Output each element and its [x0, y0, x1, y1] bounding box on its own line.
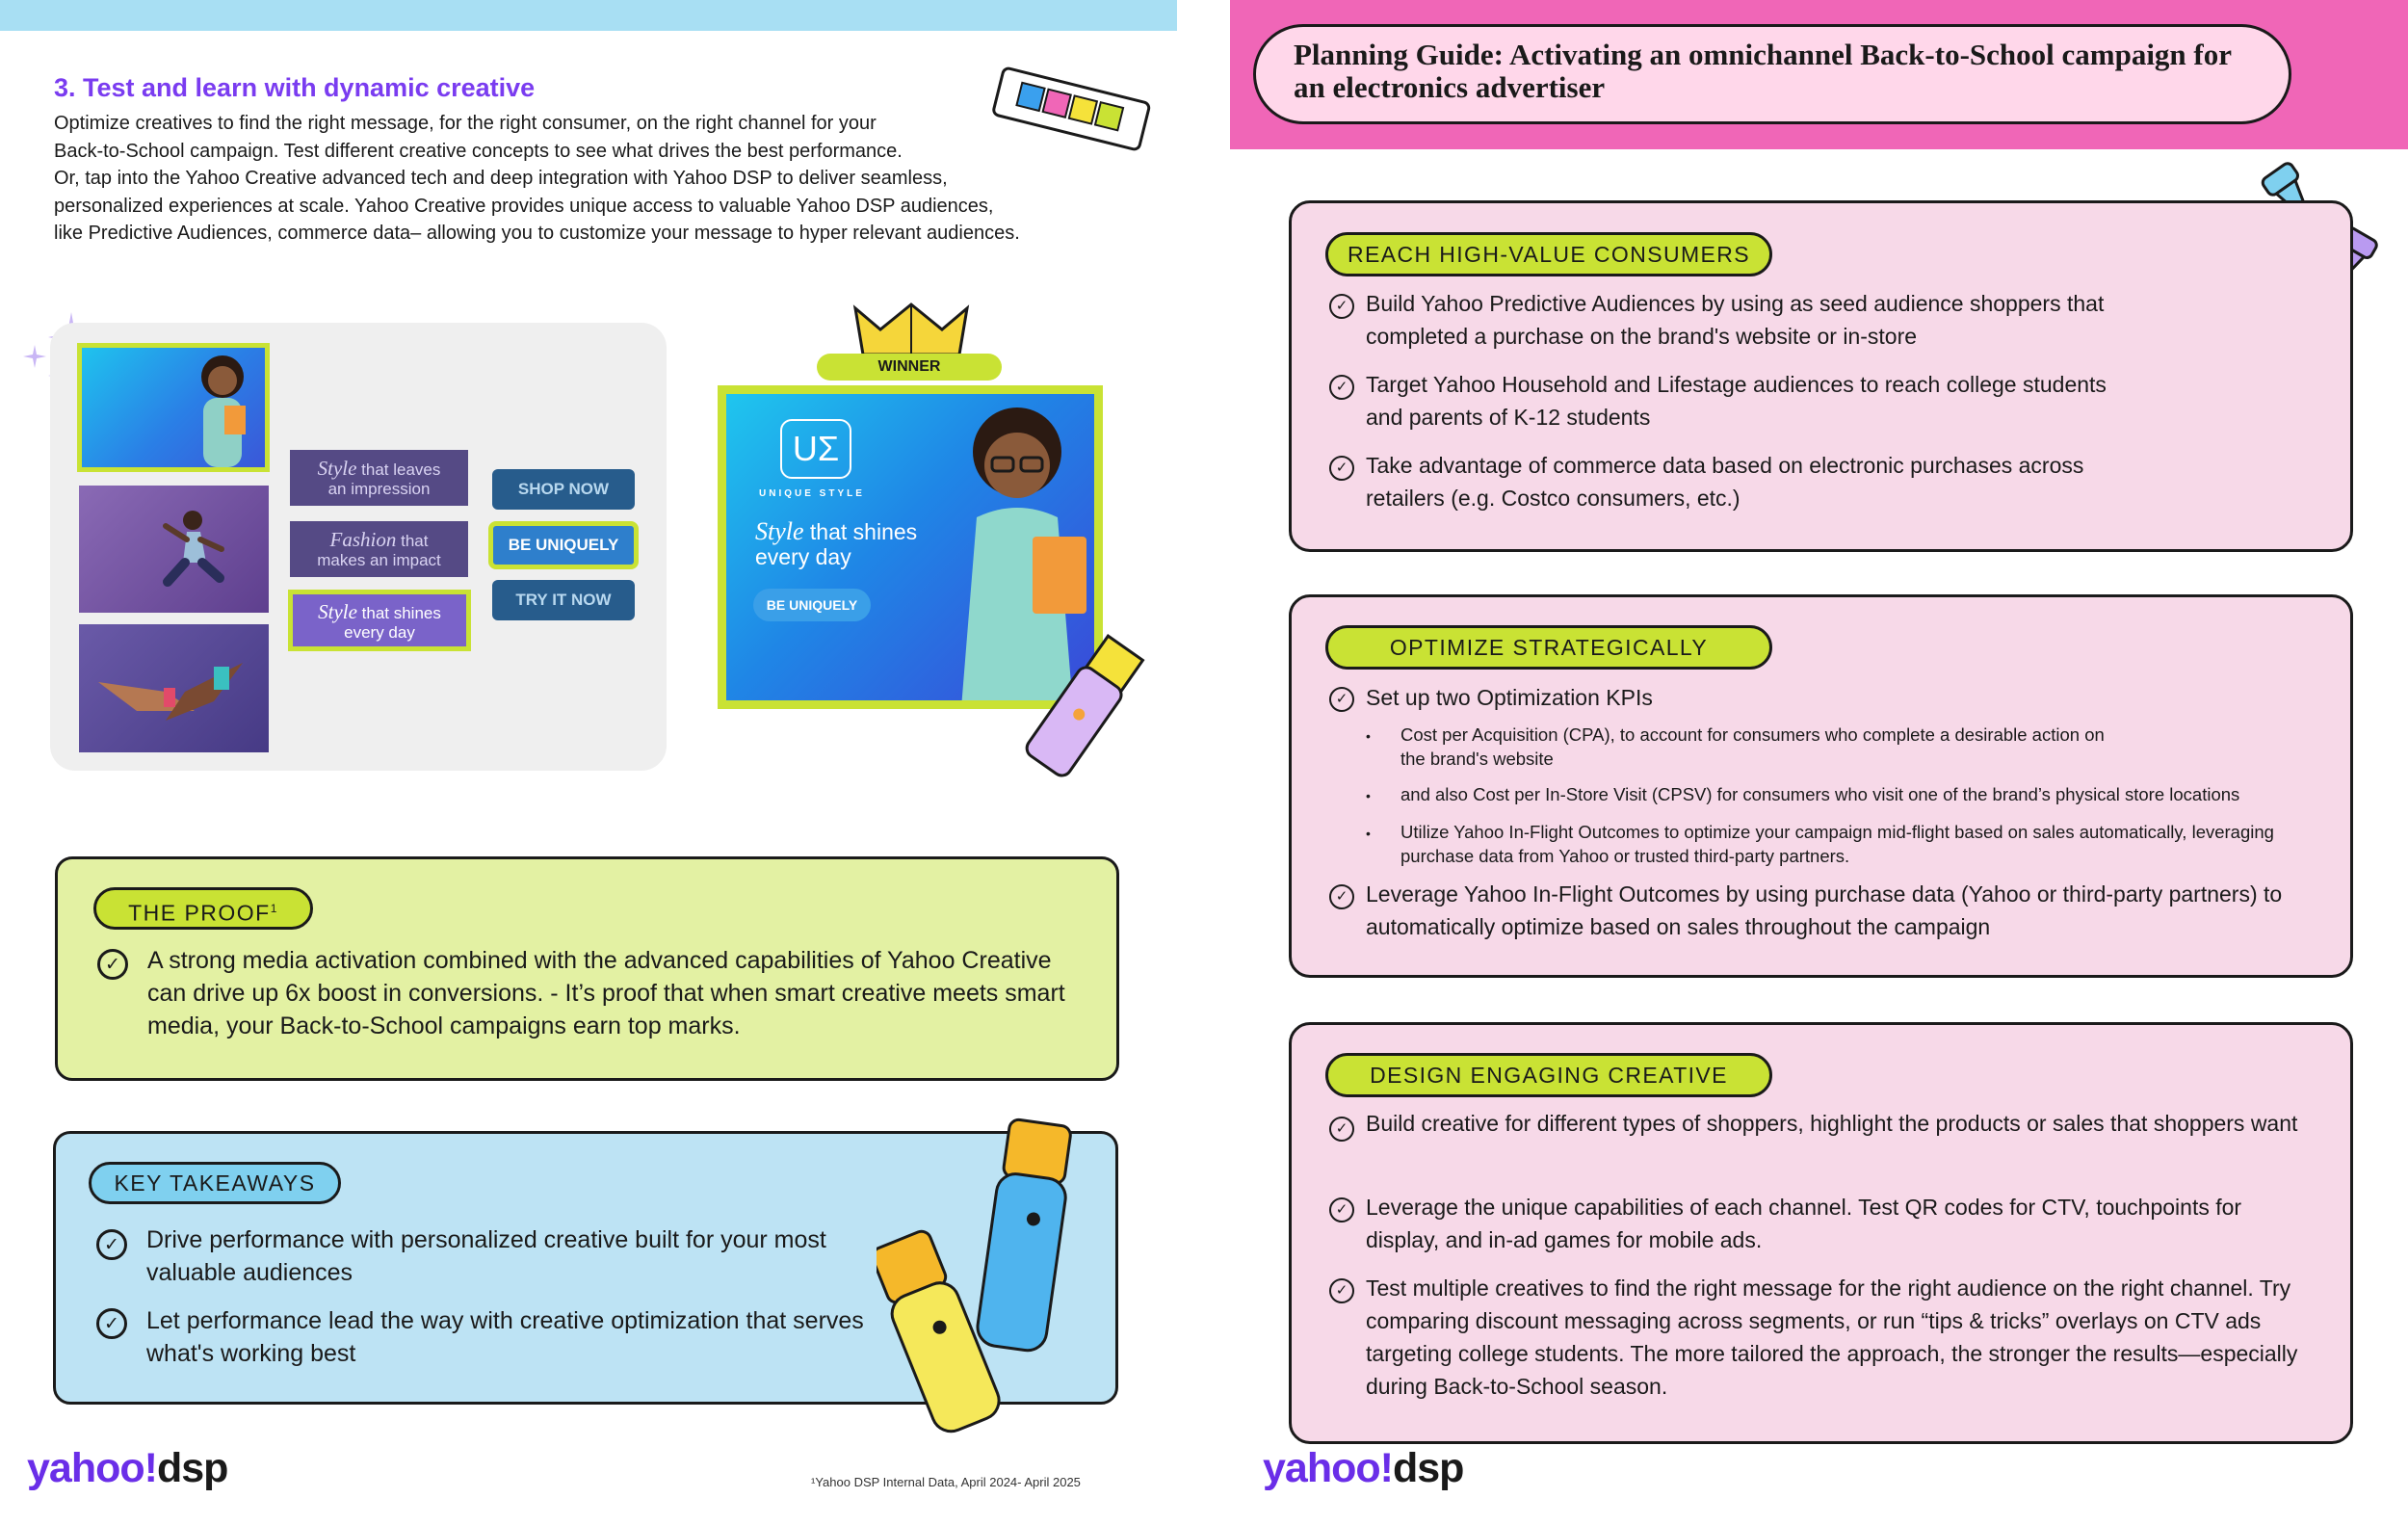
copy-emphasis: Style: [317, 457, 357, 480]
body-line: personalized experiences at scale. Yahoo Creative provides unique access to valuable Yahoo DSP audiences,: [54, 195, 994, 217]
check-icon: ✓: [96, 1229, 127, 1260]
check-icon: ✓: [1329, 1278, 1354, 1303]
winner-headline-rest: that shines: [803, 519, 918, 544]
copy-emphasis: Style: [318, 600, 357, 623]
page-title: Planning Guide: Activating an omnichannel Back-to-School campaign for an electronics advertiser: [1294, 38, 2232, 104]
winner-label: WINNER: [817, 354, 1002, 381]
design-item: Test multiple creatives to find the right message for the right audience on the right channel. Try comparing discount messaging across segments, or run “tips & tricks” overlays on CTV ads targeting college students. The more tailored the approach, the stronger the results—especially during Back-to-School season.: [1366, 1275, 2298, 1399]
body-line: like Predictive Audiences, commerce data– allowing you to customize your message to hyper relevant audiences.: [54, 223, 1020, 244]
bullet-icon: •: [1366, 788, 1371, 803]
copy-emphasis: Fashion: [329, 528, 397, 551]
copy-line2: an impression: [327, 480, 431, 498]
winner-headline-line2: every day: [755, 544, 851, 569]
highlighters-icon: [877, 1108, 1079, 1455]
glue-stick-icon: [1002, 626, 1165, 800]
proof-label-text: THE PROOF: [128, 900, 271, 926]
check-icon: ✓: [1329, 375, 1354, 400]
design-label: DESIGN ENGAGING CREATIVE: [1325, 1053, 1772, 1097]
takeaways-label: KEY TAKEAWAYS: [89, 1162, 341, 1204]
reach-item: Target Yahoo Household and Lifestage audiences to reach college students and parents of K-12 students: [1366, 372, 2107, 430]
copy-variant-3-selected: [288, 590, 471, 651]
optimize-bullet: Utilize Yahoo In-Flight Outcomes to optimize your campaign mid-flight based on sales automatically, leveraging purchase data from Yahoo or trusted third-party partners.: [1400, 822, 2274, 866]
proof-label: [93, 887, 313, 930]
body-line: Back-to-School campaign. Test different creative concepts to see what drives the best performance.: [54, 140, 903, 162]
check-icon: ✓: [1329, 687, 1354, 712]
winner-headline: [755, 519, 948, 569]
yahoo-dsp-logo: [1263, 1445, 1463, 1492]
cta-variant-shop-now: SHOP NOW: [492, 469, 635, 510]
yahoo-dsp-logo: [27, 1445, 227, 1492]
copy-variant-2: [290, 521, 468, 577]
design-item: Leverage the unique capabilities of each channel. Test QR codes for CTV, touchpoints for display, and in-ad games for mobile ads.: [1366, 1195, 2242, 1252]
check-icon: ✓: [96, 1308, 127, 1339]
logo-brand: yahoo!: [27, 1445, 157, 1491]
body-line: Optimize creatives to find the right message, for the right consumer, on the right channel for your: [54, 113, 877, 134]
logo-brand: yahoo!: [1263, 1445, 1393, 1491]
creative-image-jumping: [79, 486, 269, 613]
copy-rest: that: [396, 532, 429, 550]
footnote: ¹Yahoo DSP Internal Data, April 2024- April 2025: [811, 1475, 1081, 1489]
design-item: Build creative for different types of shoppers, highlight the products or sales that shoppers want: [1366, 1111, 2298, 1136]
cta-variant-try-it-now: TRY IT NOW: [492, 580, 635, 620]
creative-image-hands: [79, 624, 269, 752]
proof-text: A strong media activation combined with the advanced capabilities of Yahoo Creative can drive up 6x boost in conversions. - It’s proof that when smart creative meets smart media, your Back-to-School campaigns earn top marks.: [147, 947, 1065, 1039]
section-heading: 3. Test and learn with dynamic creative: [54, 73, 536, 102]
copy-line2: makes an impact: [317, 551, 441, 569]
optimize-bullet: Cost per Acquisition (CPA), to account for consumers who complete a desirable action on the brand's website: [1400, 724, 2105, 769]
top-banner: [0, 0, 1177, 31]
crown-icon: [851, 301, 971, 358]
check-icon: ✓: [97, 949, 128, 980]
copy-variant-1: [290, 450, 468, 506]
check-icon: ✓: [1329, 294, 1354, 319]
logo-product: dsp: [156, 1445, 228, 1491]
creative-image-student: [77, 343, 270, 472]
check-icon: ✓: [1329, 884, 1354, 909]
reach-item: Build Yahoo Predictive Audiences by using as seed audience shoppers that completed a purchase on the brand's website or in-store: [1366, 291, 2105, 349]
check-icon: ✓: [1329, 1197, 1354, 1223]
brand-logo-icon: UΣ: [780, 419, 851, 479]
section-body: [54, 110, 1123, 248]
cta-variant-be-uniquely-selected: BE UNIQUELY: [488, 521, 639, 569]
reach-label: REACH HIGH-VALUE CONSUMERS: [1325, 232, 1772, 276]
optimize-bullet: and also Cost per In-Store Visit (CPSV) for consumers who visit one of the brand’s physical store locations: [1400, 784, 2240, 804]
body-line: Or, tap into the Yahoo Creative advanced tech and deep integration with Yahoo DSP to deliver seamless,: [54, 168, 948, 189]
proof-footnote-marker: 1: [270, 902, 278, 915]
optimize-item: Set up two Optimization KPIs: [1366, 685, 1653, 710]
check-icon: ✓: [1329, 1117, 1354, 1142]
check-icon: ✓: [1329, 456, 1354, 481]
bullet-icon: •: [1366, 728, 1371, 744]
copy-line2: every day: [344, 623, 415, 642]
winner-cta-button: BE UNIQUELY: [753, 589, 871, 621]
reach-item: Take advantage of commerce data based on electronic purchases across retailers (e.g. Costco consumers, etc.): [1366, 453, 2084, 511]
takeaway-item: Let performance lead the way with creative optimization that serves what's working best: [146, 1307, 864, 1367]
copy-rest: that leaves: [356, 460, 441, 479]
copy-rest: that shines: [356, 604, 441, 622]
winner-headline-emphasis: Style: [755, 517, 804, 545]
winner-brand-name: UNIQUE STYLE: [759, 488, 865, 499]
bullet-icon: •: [1366, 826, 1371, 841]
optimize-label: OPTIMIZE STRATEGICALLY: [1325, 625, 1772, 670]
logo-product: dsp: [1392, 1445, 1464, 1491]
takeaway-item: Drive performance with personalized creative built for your most valuable audiences: [146, 1226, 826, 1286]
optimize-item: Leverage Yahoo In-Flight Outcomes by using purchase data (Yahoo or third-party partners) to automatically optimize based on sales throughout the campaign: [1366, 881, 2283, 939]
